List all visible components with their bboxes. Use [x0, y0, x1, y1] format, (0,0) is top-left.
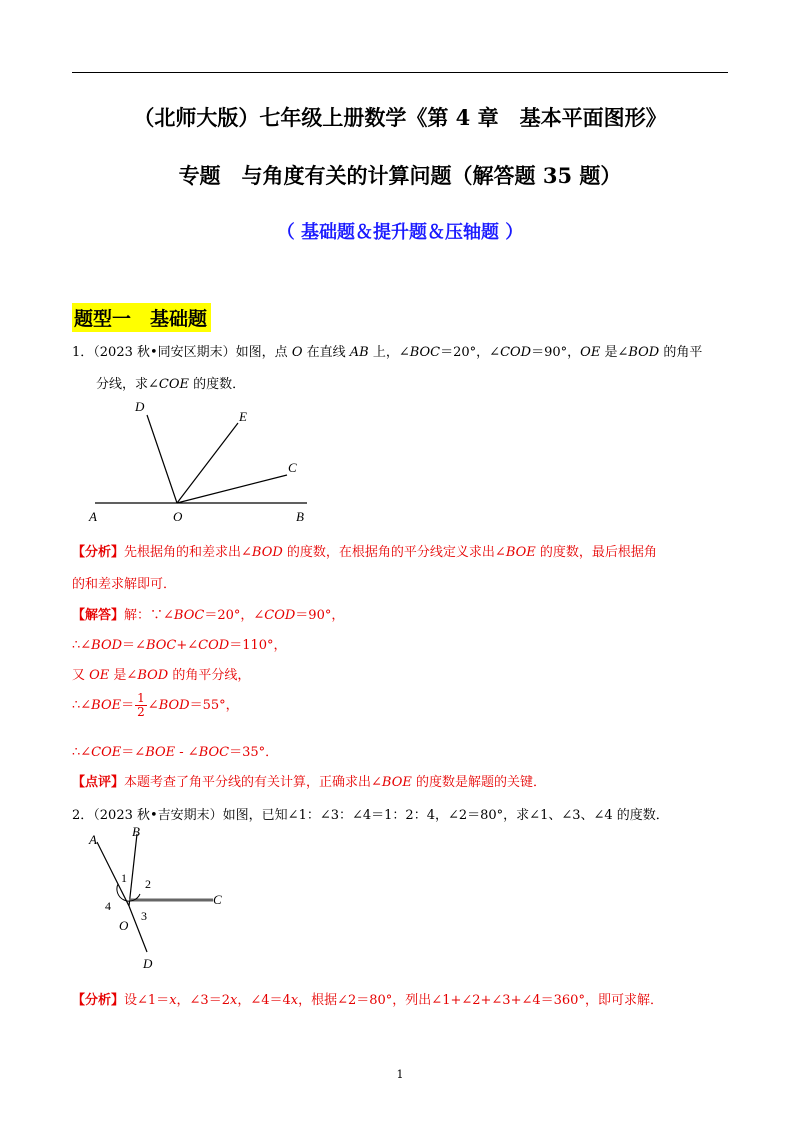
angle-4-label: 4 [105, 899, 111, 913]
q1-sol-text: ＝ [121, 698, 135, 713]
label-a: A [89, 832, 97, 847]
q1-text: 如图，点 [235, 345, 292, 360]
q1-stem [72, 341, 702, 360]
q1-sol-text: 的角平分线， [168, 668, 251, 683]
q1-solution-line3 [72, 664, 250, 683]
analysis-tag: 【分析】 [72, 993, 125, 1008]
document-tagline: （ 基础题＆提升题＆压轴题 ） [276, 222, 524, 243]
document-title: （北师大版）七年级上册数学《第 4 章 基本平面图形》 [133, 105, 667, 130]
q1-comment-text: 的度数是解题的关键． [411, 775, 547, 790]
q1-sol-text: ＝∠ [122, 638, 146, 653]
label-o: O [119, 918, 129, 933]
angle-2-label: 2 [145, 877, 151, 891]
q1-solution-line2 [72, 634, 287, 653]
q2-analysis [72, 989, 663, 1008]
q2-analysis-text: ，∠4＝4 [237, 993, 291, 1008]
label-b: B [296, 509, 304, 524]
q1-var: COD [198, 638, 230, 653]
q1-text: 的角平 [659, 345, 703, 360]
q1-sol-text: ＝20°，∠ [204, 608, 265, 623]
document-subtitle: 专题 与角度有关的计算问题（解答题 35 题） [178, 163, 622, 188]
q1-var: BOC [198, 745, 230, 760]
q1-solution-line5 [72, 741, 278, 760]
q1-var: BOE [145, 745, 176, 760]
q1-sol-text: - ∠ [175, 745, 199, 760]
q1-var: BOC [409, 345, 441, 360]
comment-tag: 【点评】 [72, 775, 125, 790]
q1-var: BOD [251, 545, 283, 560]
label-c: C [288, 460, 297, 475]
q1-solution-line4 [72, 692, 239, 719]
fraction-denominator: 2 [137, 705, 145, 719]
q1-comment-text: 本题考查了角平分线的有关计算，正确求出∠ [124, 775, 382, 790]
q2-var: x [229, 993, 238, 1008]
q1-var: BOD [628, 345, 660, 360]
q1-sol-text: ∴∠ [72, 745, 92, 760]
fraction-one-half [135, 692, 147, 719]
q2-var: x [290, 993, 299, 1008]
q1-sol-text: ∴∠ [72, 698, 92, 713]
ray-od [147, 415, 177, 503]
label-d: D [143, 956, 153, 971]
angle-3-label: 3 [141, 909, 147, 923]
q1-var: BOE [505, 545, 536, 560]
q2-var: x [169, 993, 177, 1008]
q1-var: BOC [173, 608, 205, 623]
q1-var: COE [91, 745, 122, 760]
q1-sol-text: ∴∠ [72, 638, 92, 653]
q1-text: 上，∠ [368, 345, 410, 360]
q1-sol-text: +∠ [176, 638, 199, 653]
q1-var: COD [500, 345, 532, 360]
q1-figure [85, 395, 325, 525]
q1-var: BOC [145, 638, 177, 653]
q1-var: AB [349, 345, 369, 360]
q1-text: 在直线 [302, 345, 350, 360]
q2-analysis-text: ，∠3＝2 [176, 993, 230, 1008]
q1-analysis-text: 先根据角的和差求出∠ [124, 545, 252, 560]
label-c: C [213, 892, 222, 907]
solution-tag: 【解答】 [72, 608, 125, 623]
q1-number: 1． [72, 345, 94, 360]
fraction-numerator: 1 [137, 691, 145, 705]
q1-var: OE [89, 668, 110, 683]
label-o: O [173, 509, 183, 524]
q1-sol-text: ＝90°， [295, 608, 345, 623]
q1-var: BOD [137, 668, 169, 683]
q1-text: 分线，求∠ [96, 377, 159, 392]
q1-sol-text: ＝55°， [189, 698, 239, 713]
q1-analysis-line2: 的和差求解即可． [72, 577, 177, 592]
section-heading: 题型一 基础题 [72, 303, 211, 332]
q1-analysis-text: 的度数，在根据角的平分线定义求出∠ [282, 545, 506, 560]
angle-1-label: 1 [121, 871, 127, 885]
q1-comment [72, 771, 546, 790]
q1-var: BOD [158, 698, 190, 713]
analysis-tag: 【分析】 [72, 545, 125, 560]
q2-stem [72, 804, 669, 823]
label-b: B [132, 824, 140, 839]
q1-sol-text: ＝110°， [229, 638, 287, 653]
q1-sol-text: 解：∵∠ [124, 608, 174, 623]
label-a: A [89, 509, 97, 524]
q2-source: （2023 秋•吉安期末） [93, 808, 223, 823]
q1-text: ＝20°，∠ [440, 345, 501, 360]
q1-source: （2023 秋•同安区期末） [93, 345, 236, 360]
q1-var: COE [158, 377, 190, 392]
q1-sol-text: 又 [72, 668, 90, 683]
q2-analysis-text: ，根据∠2＝80°，列出∠1+∠2+∠3+∠4＝360°，即可求解． [298, 993, 663, 1008]
q2-analysis-text: 设∠1＝ [124, 993, 170, 1008]
q1-analysis-text: 的度数，最后根据角 [535, 545, 657, 560]
ray-oe [177, 423, 238, 503]
ray-ob [129, 834, 137, 906]
q1-sol-text: ＝35°． [229, 745, 279, 760]
q1-var: OE [580, 345, 601, 360]
q1-solution-line1 [72, 604, 344, 623]
q1-var: BOD [91, 638, 123, 653]
label-e: E [239, 409, 247, 424]
q1-var: O [291, 345, 303, 360]
q1-var: BOE [91, 698, 122, 713]
q1-text: 是∠ [600, 345, 629, 360]
q1-text: 的度数． [189, 377, 246, 392]
q2-number: 2． [72, 808, 94, 823]
q1-sol-text: 是∠ [109, 668, 138, 683]
q1-analysis [72, 541, 657, 560]
q2-stem-text: 如图，已知∠1：∠3：∠4＝1：2：4，∠2＝80°，求∠1、∠3、∠4 的度数． [222, 808, 669, 823]
angle-arc [117, 884, 140, 901]
ray-oc [177, 475, 287, 503]
q1-sol-text: ＝∠ [121, 745, 146, 760]
q1-text: ＝90°， [531, 345, 581, 360]
page-number: 1 [396, 1068, 404, 1081]
q1-var: BOE [381, 775, 412, 790]
header-rule [72, 72, 728, 73]
q1-stem-line2 [96, 373, 245, 392]
q1-sol-text: ∠ [147, 698, 159, 713]
q1-var: COD [264, 608, 296, 623]
label-d: D [135, 399, 145, 414]
q2-figure [85, 822, 245, 972]
